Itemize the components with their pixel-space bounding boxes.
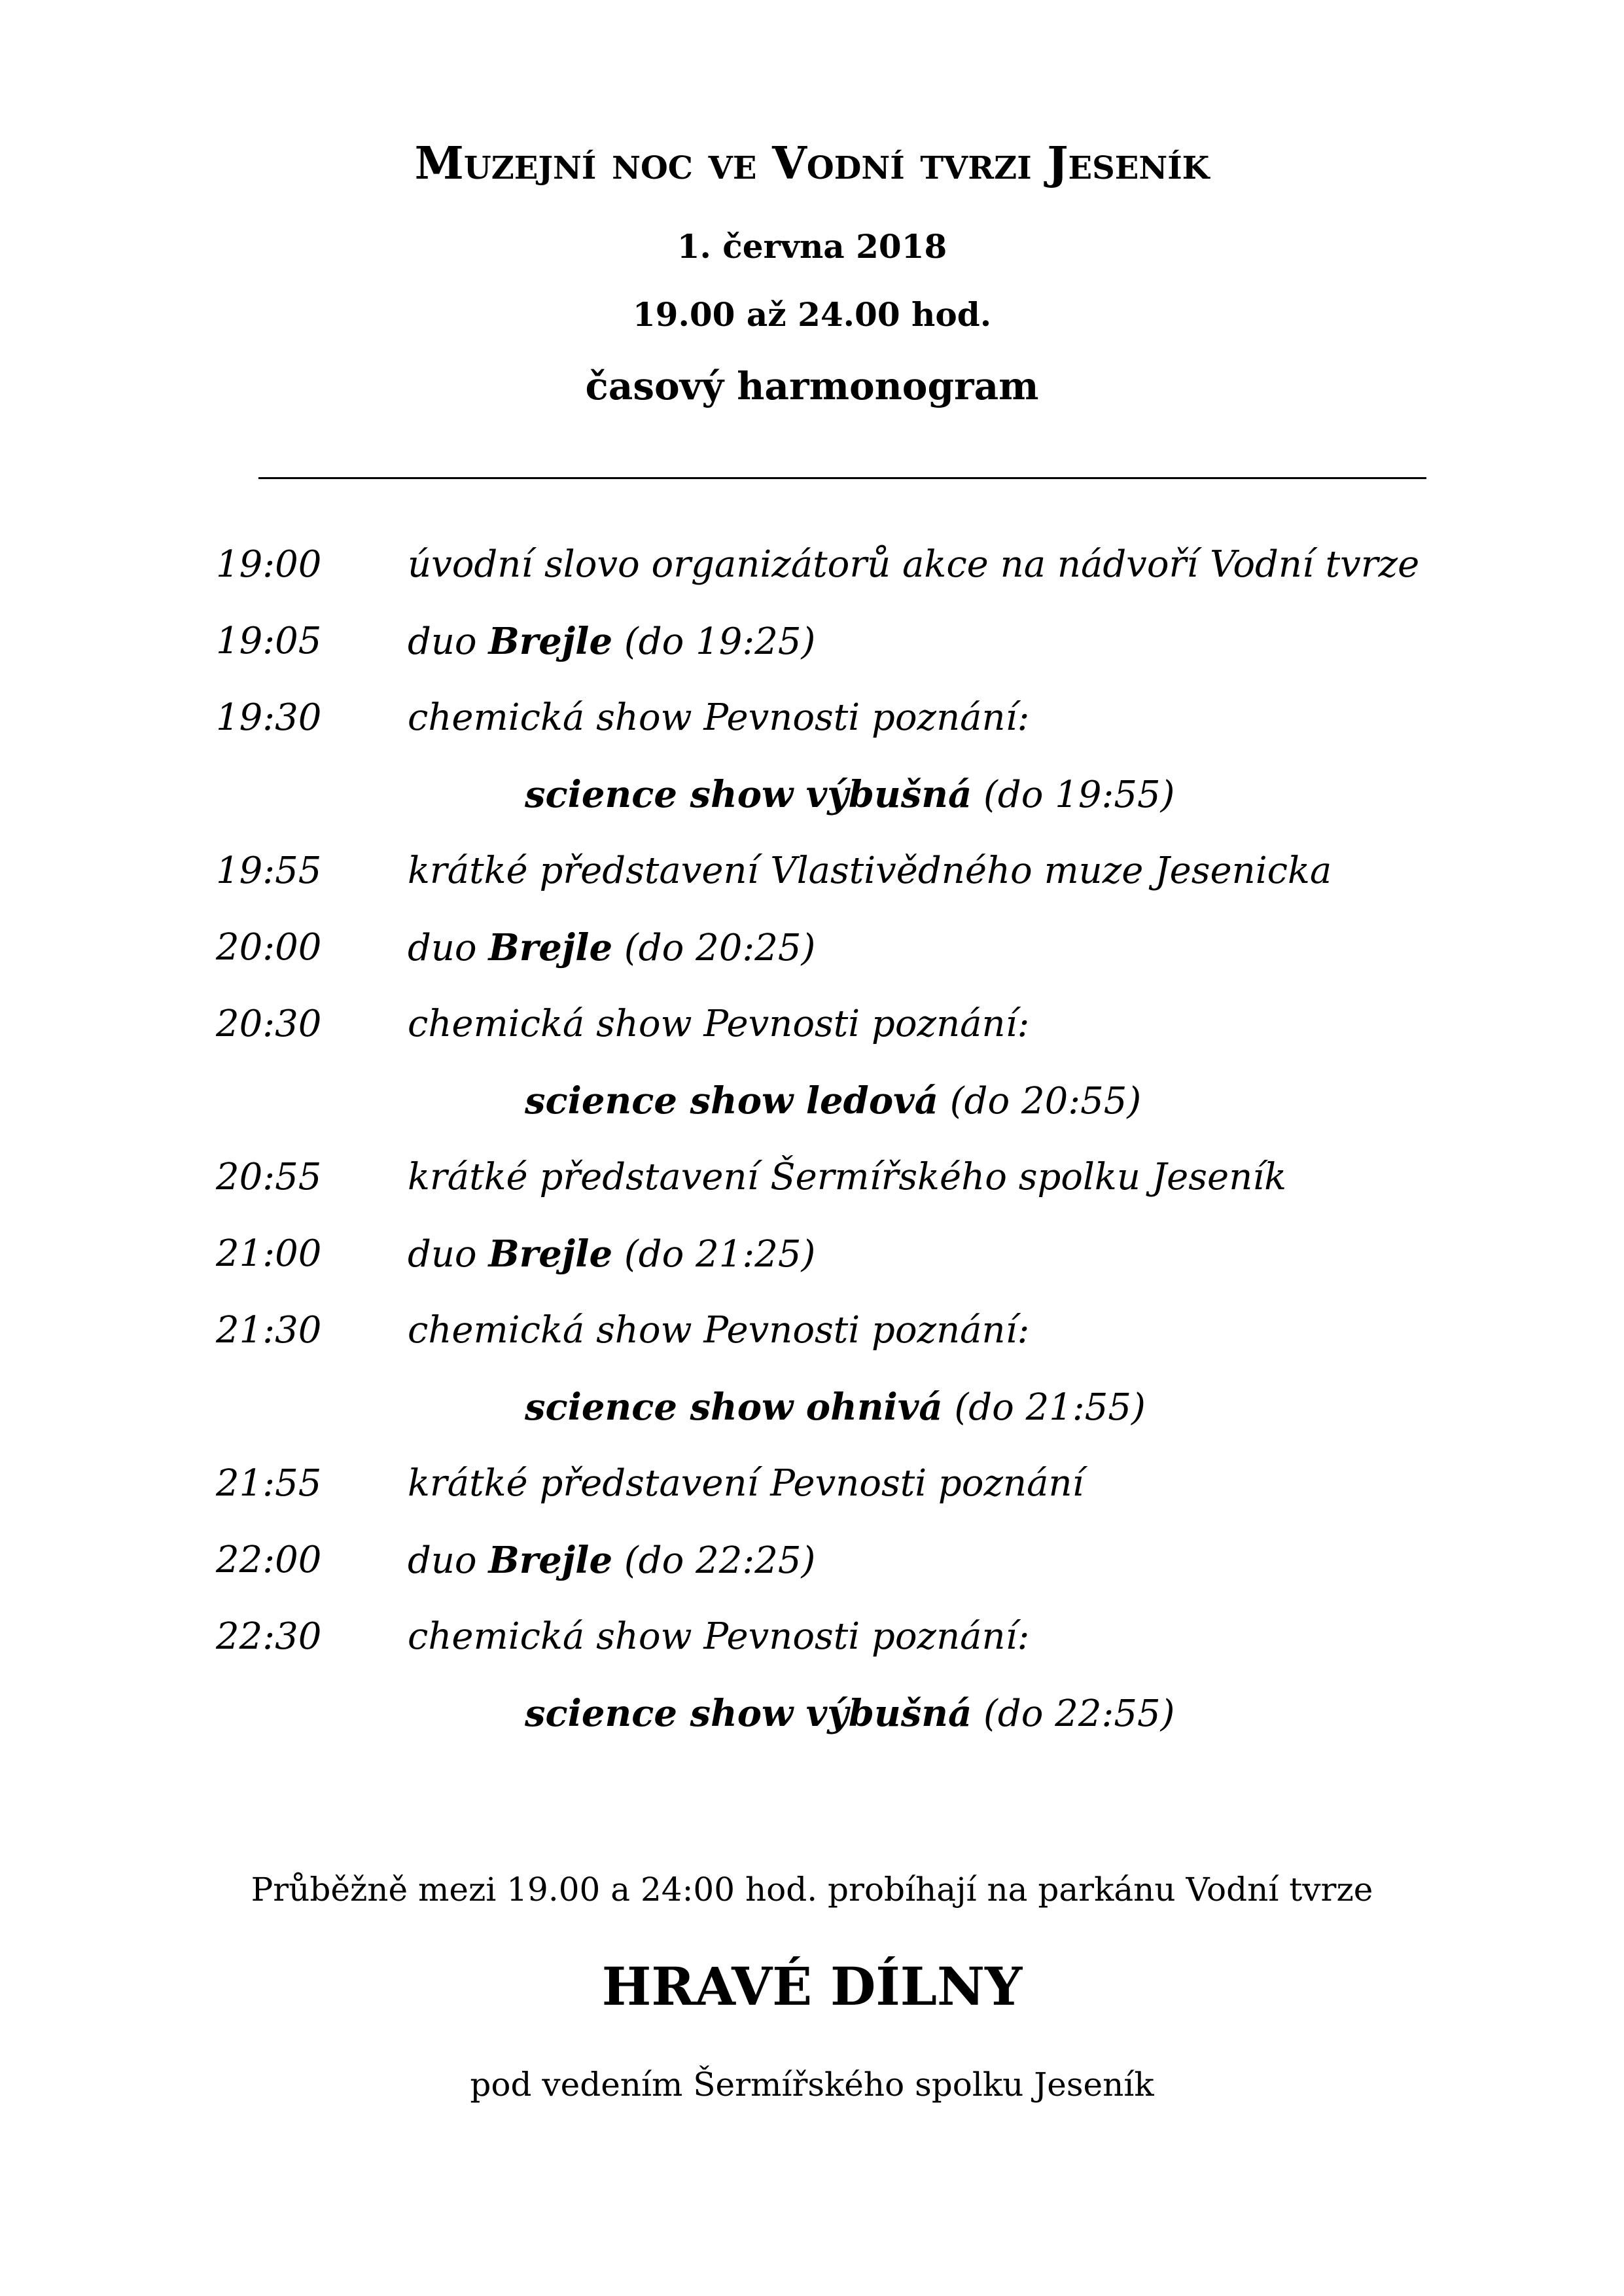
- schedule-description: [525, 1071, 1141, 1131]
- schedule-row-continuation: [0, 1684, 1624, 1761]
- description-until: (do 20:55): [938, 1080, 1142, 1122]
- schedule-description: [408, 1301, 1029, 1360]
- schedule-row: [0, 918, 1624, 995]
- description-text: duo: [408, 1233, 489, 1276]
- description-text: duo: [408, 1539, 489, 1582]
- schedule-time: 19:00: [216, 543, 322, 586]
- description-text: chemická show Pevnosti poznání:: [408, 1615, 1030, 1658]
- schedule-row-continuation: [0, 765, 1624, 842]
- description-text: krátké představení Pevnosti poznání: [408, 1462, 1084, 1505]
- description-until: (do 19:55): [972, 774, 1175, 816]
- schedule-time: 20:30: [216, 1003, 322, 1045]
- description-text: krátké představení Vlastivědného muze Jesenicka: [408, 850, 1332, 892]
- description-highlight: science show výbušná: [525, 1692, 972, 1735]
- schedule-description: [525, 765, 1175, 825]
- description-until: (do 22:25): [612, 1539, 816, 1582]
- schedule-row: [0, 1301, 1624, 1378]
- schedule-list: [0, 535, 1624, 1761]
- schedule-description: [408, 612, 815, 672]
- description-text: krátké představení Šermířského spolku Jeseník: [408, 1156, 1287, 1198]
- description-until: (do 21:55): [942, 1386, 1146, 1429]
- description-until: (do 21:25): [612, 1233, 816, 1276]
- description-text: chemická show Pevnosti poznání:: [408, 696, 1030, 739]
- schedule-description: [408, 1225, 815, 1284]
- schedule-row: [0, 1454, 1624, 1531]
- schedule-row-continuation: [0, 1071, 1624, 1148]
- schedule-time: 20:00: [216, 926, 322, 969]
- schedule-time: 21:55: [216, 1462, 322, 1505]
- schedule-row: [0, 842, 1624, 918]
- schedule-description: [408, 1454, 1084, 1513]
- description-text: chemická show Pevnosti poznání:: [408, 1003, 1030, 1045]
- header-divider: [258, 477, 1426, 479]
- schedule-description: [408, 842, 1332, 901]
- description-highlight: Brejle: [488, 1232, 613, 1276]
- schedule-row: [0, 1225, 1624, 1301]
- description-highlight: science show ledová: [525, 1079, 938, 1122]
- description-until: (do 19:25): [612, 620, 816, 663]
- schedule-time: 19:55: [216, 850, 322, 892]
- description-text: duo: [408, 927, 489, 969]
- description-text: úvodní slovo organizátorů akce na nádvoří Vodní tvrze: [408, 543, 1420, 586]
- workshops-lead: pod vedením Šermířského spolku Jeseník: [470, 2066, 1154, 2104]
- description-until: (do 22:55): [972, 1693, 1175, 1735]
- schedule-description: [408, 995, 1029, 1054]
- description-text: duo: [408, 620, 489, 663]
- workshops-heading: HRAVÉ DÍLNY: [601, 1956, 1023, 2017]
- schedule-time: 21:30: [216, 1309, 322, 1352]
- ongoing-note: Průběžně mezi 19.00 a 24:00 hod. probíhají na parkánu Vodní tvrze: [251, 1871, 1373, 1909]
- description-highlight: Brejle: [488, 926, 613, 969]
- schedule-row: [0, 612, 1624, 689]
- schedule-row: [0, 1531, 1624, 1607]
- schedule-time: 19:30: [216, 696, 322, 739]
- schedule-description: [408, 535, 1419, 594]
- schedule-description: [525, 1378, 1146, 1437]
- schedule-time: 20:55: [216, 1156, 322, 1198]
- event-date: 1. června 2018: [677, 227, 947, 266]
- schedule-heading: časový harmonogram: [585, 364, 1039, 408]
- description-highlight: Brejle: [488, 620, 613, 663]
- schedule-row: [0, 1607, 1624, 1684]
- schedule-row: [0, 1148, 1624, 1225]
- event-hours: 19.00 až 24.00 hod.: [632, 295, 992, 334]
- page-title: Muzejní noc ve Vodní tvrzi Jeseník: [414, 137, 1210, 190]
- schedule-row: [0, 689, 1624, 765]
- description-highlight: science show ohnivá: [525, 1386, 943, 1429]
- schedule-description: [408, 918, 815, 978]
- schedule-description: [408, 1148, 1286, 1207]
- schedule-row-continuation: [0, 1378, 1624, 1454]
- schedule-description: [408, 689, 1029, 747]
- schedule-time: 19:05: [216, 620, 322, 662]
- schedule-time: 22:30: [216, 1615, 322, 1658]
- description-highlight: science show výbušná: [525, 773, 972, 816]
- schedule-time: 22:00: [216, 1539, 322, 1581]
- schedule-description: [408, 1531, 815, 1590]
- schedule-row: [0, 995, 1624, 1071]
- description-highlight: Brejle: [488, 1539, 613, 1582]
- description-text: chemická show Pevnosti poznání:: [408, 1309, 1030, 1352]
- schedule-description: [525, 1684, 1175, 1744]
- schedule-time: 21:00: [216, 1232, 322, 1275]
- schedule-description: [408, 1607, 1029, 1666]
- schedule-row: [0, 535, 1624, 612]
- description-until: (do 20:25): [612, 927, 816, 969]
